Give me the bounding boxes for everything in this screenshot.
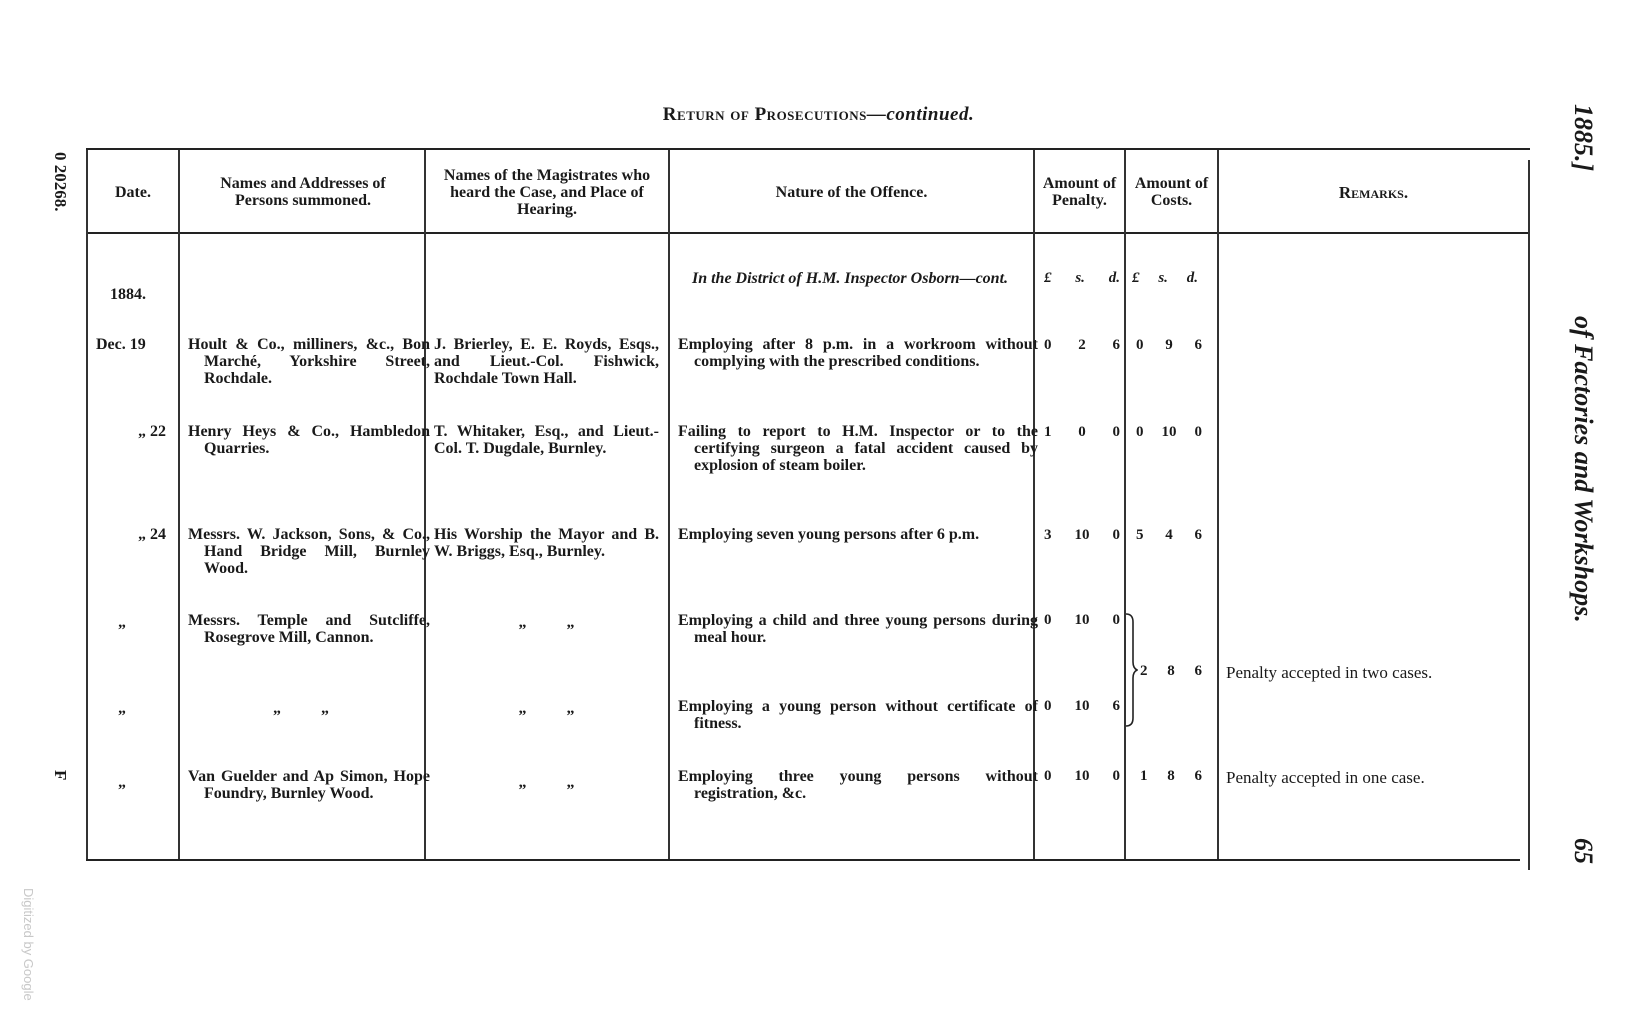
row2-costs <box>1136 424 1202 441</box>
costs-pence: 6 <box>1194 768 1202 784</box>
brace-bracket <box>1124 612 1138 728</box>
header-penalty: Amount of Penalty. <box>1042 175 1117 209</box>
row5-offence: Employing a young person without certificate of fitness. <box>678 698 1038 732</box>
table-top-rule <box>86 148 1530 150</box>
penalty-pounds: 0 <box>1044 337 1052 353</box>
combined-remarks: Penalty accepted in two cases. <box>1226 663 1433 682</box>
row4-penalty <box>1044 612 1120 629</box>
penalty-pounds: 0 <box>1044 612 1052 628</box>
title-prefix: Return of Prosecutions <box>662 104 867 125</box>
row6-names: Van Guelder and Ap Simon, Hope Foundry, Burnley Wood. <box>188 768 430 802</box>
row3-magistrates: His Worship the Mayor and B. W. Briggs, Esq., Burnley. <box>434 526 659 560</box>
row6-magistrates: „ „ <box>518 774 575 791</box>
unit-pounds: £ <box>1044 270 1052 286</box>
costs-units <box>1132 270 1198 287</box>
unit-pence: d. <box>1186 270 1198 286</box>
header-names: Names and Addresses of Persons summoned. <box>220 175 386 209</box>
digitized-watermark: Digitized by Google <box>21 888 36 1001</box>
unit-pounds: £ <box>1132 270 1140 286</box>
side-print-code: 0 20268. <box>51 152 70 212</box>
unit-pence: d. <box>1108 270 1120 286</box>
row3-costs <box>1136 527 1202 544</box>
combined-costs <box>1140 663 1202 680</box>
row3-names: Messrs. W. Jackson, Sons, & Co., Hand Bridge Mill, Burnley Wood. <box>188 526 430 577</box>
row4-date: „ <box>118 614 126 631</box>
penalty-pence: 0 <box>1112 424 1120 440</box>
row3-date: „ 24 <box>138 526 166 543</box>
side-running-title: of Factories and Workshops. <box>1569 316 1598 623</box>
row1-penalty <box>1044 337 1120 354</box>
col-rule-penalty <box>1124 150 1126 859</box>
side-year: 1885.] <box>1569 104 1598 172</box>
unit-shillings: s. <box>1075 270 1085 286</box>
costs-pence: 6 <box>1194 337 1202 353</box>
year-label: 1884. <box>110 286 146 303</box>
table-bottom-rule <box>86 859 1520 861</box>
penalty-units <box>1044 270 1120 287</box>
row3-penalty <box>1044 527 1120 544</box>
row6-costs <box>1140 768 1202 785</box>
row2-penalty <box>1044 424 1120 441</box>
costs-pence: 6 <box>1194 527 1202 543</box>
row4-offence: Employing a child and three young persons during meal hour. <box>678 612 1038 646</box>
side-page-number: 65 <box>1569 838 1598 864</box>
penalty-pence: 6 <box>1112 337 1120 353</box>
header-magistrates: Names of the Magistrates who heard the Case, and Place of Hearing. <box>443 166 651 218</box>
row2-magistrates: T. Whitaker, Esq., and Lieut.-Col. T. Dugdale, Burnley. <box>434 423 659 457</box>
row1-offence: Employing after 8 p.m. in a workroom without complying with the prescribed conditions. <box>678 336 1038 370</box>
costs-shillings: 8 <box>1167 768 1175 784</box>
row5-names: „ „ <box>273 700 329 717</box>
row2-date: „ 22 <box>138 423 166 440</box>
row1-magistrates: J. Brierley, E. E. Royds, Esqs., and Lieut.-Col. Fishwick, Rochdale Town Hall. <box>434 336 659 387</box>
unit-shillings: s. <box>1158 270 1168 286</box>
penalty-pounds: 0 <box>1044 768 1052 784</box>
penalty-shillings: 0 <box>1078 424 1086 440</box>
row6-remarks: Penalty accepted in one case. <box>1226 768 1425 787</box>
penalty-shillings: 10 <box>1074 698 1090 714</box>
row6-date: „ <box>118 774 126 791</box>
col-rule-names <box>424 150 426 859</box>
costs-shillings: 4 <box>1165 527 1173 543</box>
penalty-pounds: 1 <box>1044 424 1052 440</box>
row5-penalty <box>1044 698 1120 715</box>
costs-shillings: 9 <box>1165 337 1173 353</box>
penalty-shillings: 10 <box>1074 768 1090 784</box>
costs-shillings: 10 <box>1161 424 1177 440</box>
costs-pence: 6 <box>1194 663 1202 679</box>
penalty-shillings: 10 <box>1074 612 1090 628</box>
penalty-pounds: 0 <box>1044 698 1052 714</box>
side-signature-mark: F <box>51 770 70 781</box>
costs-pence: 0 <box>1194 424 1202 440</box>
row5-magistrates: „ „ <box>518 700 575 717</box>
title-suffix: —continued. <box>866 104 975 125</box>
costs-pounds: 1 <box>1140 768 1148 784</box>
row1-costs <box>1136 337 1202 354</box>
col-rule-date <box>178 150 180 859</box>
row1-names: Hoult & Co., milliners, &c., Bon Marché, Yorkshire Street, Rochdale. <box>188 336 430 387</box>
penalty-pence: 6 <box>1112 698 1120 714</box>
row5-date: „ <box>118 700 126 717</box>
header-remarks: Remarks. <box>1338 182 1409 202</box>
row6-offence: Employing three young persons without registration, &c. <box>678 768 1038 802</box>
row3-offence: Employing seven young persons after 6 p.m. <box>678 526 980 543</box>
costs-pounds: 0 <box>1136 424 1144 440</box>
page-title <box>0 104 1637 126</box>
costs-shillings: 8 <box>1167 663 1175 679</box>
brace-icon <box>1124 612 1138 728</box>
penalty-shillings: 10 <box>1074 527 1090 543</box>
penalty-shillings: 2 <box>1078 337 1086 353</box>
costs-pounds: 5 <box>1136 527 1144 543</box>
district-heading: In the District of H.M. Inspector Osborn—cont. <box>691 270 1009 287</box>
penalty-pence: 0 <box>1112 768 1120 784</box>
row4-magistrates: „ „ <box>518 614 575 631</box>
penalty-pounds: 3 <box>1044 527 1052 543</box>
row2-offence: Failing to report to H.M. Inspector or to the certifying surgeon a fatal accident caused by explosion of steam boiler. <box>678 423 1038 474</box>
col-rule-offence <box>1033 150 1035 859</box>
costs-pounds: 0 <box>1136 337 1144 353</box>
col-rule-right <box>1528 160 1530 870</box>
row4-names: Messrs. Temple and Sutcliffe, Rosegrove Mill, Cannon. <box>188 612 430 646</box>
col-rule-magistrates <box>668 150 670 859</box>
col-rule-left <box>86 150 88 859</box>
penalty-pence: 0 <box>1112 612 1120 628</box>
col-rule-costs <box>1217 150 1219 859</box>
header-costs: Amount of Costs. <box>1134 175 1209 209</box>
row6-penalty <box>1044 768 1120 785</box>
header-date: Date. <box>115 183 151 201</box>
header-offence: Nature of the Offence. <box>775 183 928 201</box>
costs-pounds: 2 <box>1140 663 1148 679</box>
penalty-pence: 0 <box>1112 527 1120 543</box>
row2-names: Henry Heys & Co., Hambledon Quarries. <box>188 423 430 457</box>
header-rule <box>86 232 1530 234</box>
row1-date: Dec. 19 <box>96 336 146 353</box>
